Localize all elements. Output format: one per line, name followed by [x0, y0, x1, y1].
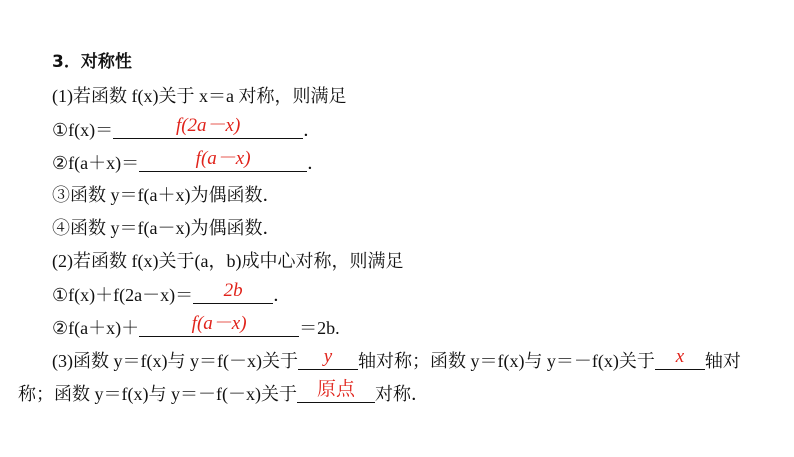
part3-line1-c: 轴对	[704, 351, 741, 371]
part1-item2-prefix: ②f(a＋x)＝	[52, 153, 140, 173]
answer-text: f(2a－x)	[175, 115, 241, 136]
part1-item3: ③函数 y＝f(a＋x)为偶函数．	[52, 185, 281, 205]
answer-blank	[297, 380, 375, 403]
answer-blank	[113, 116, 303, 139]
answer-blank	[139, 314, 299, 337]
answer-text: f(a－x)	[191, 313, 247, 334]
part1-item1-suffix: ．	[303, 120, 322, 140]
answer-text: f(a－x)	[195, 148, 251, 169]
part3-line1-a: (3)函数 y＝f(x)与 y＝f(－x)关于	[52, 351, 298, 371]
part1-item2-suffix: ．	[307, 153, 326, 173]
part1-item1-prefix: ①f(x)＝	[52, 120, 114, 140]
answer-text: y	[323, 346, 333, 367]
part2-item2-prefix: ②f(a＋x)＋	[52, 318, 140, 338]
part2-item1	[52, 281, 291, 307]
part2-intro: (2)若函数 f(x)关于(a，b)成中心对称，则满足	[52, 251, 404, 271]
answer-blank	[193, 281, 273, 304]
answer-blank	[298, 347, 358, 370]
answer-blank	[139, 149, 307, 172]
answer-text: 2b	[223, 280, 243, 301]
part1-item2	[52, 149, 325, 175]
part3-line2-b: 对称．	[374, 384, 429, 404]
part1-intro: (1)若函数 f(x)关于 x＝a 对称，则满足	[52, 86, 347, 106]
part3-line2	[18, 380, 429, 406]
part3-line2-a: 称；函数 y＝f(x)与 y＝－f(－x)关于	[18, 384, 297, 404]
part1-item1	[52, 116, 321, 142]
part2-item2	[52, 314, 340, 340]
part1-item4: ④函数 y＝f(a－x)为偶函数．	[52, 218, 281, 238]
part2-item2-suffix: ＝2b.	[299, 318, 340, 338]
part2-item1-prefix: ①f(x)＋f(2a－x)＝	[52, 285, 194, 305]
part2-item1-suffix: ．	[273, 285, 292, 305]
answer-text: x	[675, 346, 685, 367]
section-heading: 3．对称性	[52, 52, 132, 72]
part3-line1	[52, 347, 741, 373]
part3-line1-b: 轴对称；函数 y＝f(x)与 y＝－f(x)关于	[357, 351, 655, 371]
answer-text: 原点	[316, 379, 355, 400]
answer-blank	[655, 347, 705, 370]
